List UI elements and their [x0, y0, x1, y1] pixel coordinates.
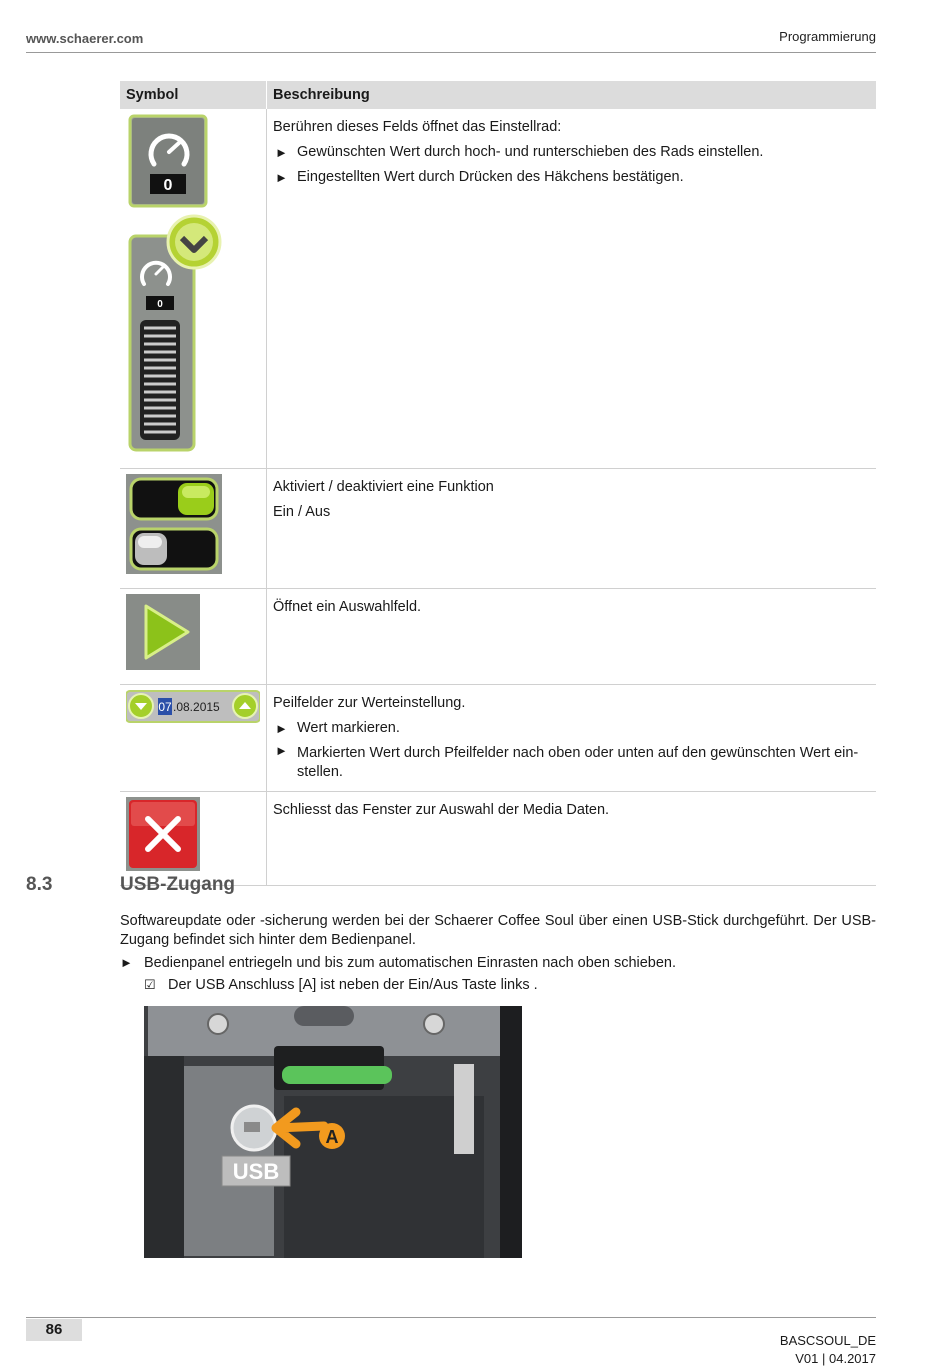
- description-text: Peilfelder zur Werteinstellung.: [273, 695, 466, 711]
- dial-value: 0: [163, 177, 173, 194]
- bullet-item: ► Gewünschten Wert durch hoch- und runterschieben des Rads einstellen.: [273, 140, 870, 165]
- dial-wheel-icon: [126, 114, 246, 454]
- description-cell: [267, 685, 877, 792]
- section-paragraph: Softwareupdate oder -sicherung werden bei der Schaerer Coffee Soul über einen USB-Stick durchgeführt. Der USB-Zugang befindet sich hinter dem Bedienpanel.: [120, 913, 876, 948]
- symbol-table: [120, 81, 876, 886]
- photo-label-usb: USB: [232, 1159, 280, 1184]
- symbol-cell: [120, 469, 267, 589]
- date-stepper-icon: [126, 690, 260, 724]
- bullet-item: ► Eingestellten Wert durch Drücken des Häkchens bestätigen.: [273, 165, 870, 190]
- footer-divider: [26, 1317, 876, 1318]
- footer-doc-info: [780, 1332, 876, 1368]
- page-number: 86: [26, 1319, 82, 1341]
- symbol-cell: [120, 685, 267, 792]
- table-row: [120, 469, 876, 589]
- wheel-value: 0: [157, 299, 163, 310]
- doc-version: V01 | 04.2017: [795, 1351, 876, 1366]
- section-number: 8.3: [26, 874, 53, 895]
- column-header-symbol: Symbol: [120, 81, 267, 109]
- description-text: Berühren dieses Felds öffnet das Einstellrad:: [273, 119, 562, 135]
- photo-label-a: A: [325, 1127, 339, 1147]
- header-divider: [26, 52, 876, 53]
- description-text: Schliesst das Fenster zur Auswahl der Media Daten.: [273, 802, 610, 818]
- doc-id: BASCSOUL_DE: [779, 1333, 876, 1348]
- date-day-selected: 07: [158, 700, 172, 714]
- symbol-cell: [120, 109, 267, 469]
- description-text: Aktiviert / deaktiviert eine Funktion: [273, 479, 494, 495]
- play-arrow-icon: [126, 594, 200, 670]
- table-row: [120, 589, 876, 685]
- table-row: [120, 685, 876, 792]
- description-text: Ein / Aus: [273, 504, 331, 520]
- step-text: Bedienpanel entriegeln und bis zum automatischen Einrasten nach oben schieben.: [144, 955, 677, 971]
- table-row: [120, 792, 876, 886]
- table-row: [120, 109, 876, 469]
- header-website: www.schaerer.com: [26, 31, 144, 46]
- description-cell: [267, 109, 877, 469]
- bullet-item: ► Markierten Wert durch Pfeilfelder nach oben oder unten auf den gewünschten Wert ein-stellen.: [273, 741, 870, 785]
- usb-location-photo: [144, 1006, 522, 1258]
- date-rest: .08.2015: [173, 700, 220, 714]
- result-line: [144, 977, 538, 993]
- bullet-item: ► Wert markieren.: [273, 716, 870, 741]
- result-text: Der USB Anschluss [A] ist neben der Ein/Aus Taste links .: [168, 977, 538, 993]
- description-cell: [267, 792, 877, 886]
- description-cell: [267, 589, 877, 685]
- table-header-row: [120, 81, 876, 109]
- column-header-description: Beschreibung: [267, 81, 877, 109]
- step-arrow-icon: ►: [120, 955, 133, 970]
- close-x-icon: [126, 797, 200, 871]
- instruction-step: [120, 955, 676, 971]
- toggle-switch-icon: [126, 474, 222, 574]
- symbol-cell: [120, 589, 267, 685]
- symbol-cell: [120, 792, 267, 886]
- header-section-title: Programmierung: [779, 29, 876, 44]
- section-title: USB-Zugang: [120, 874, 236, 895]
- checkbox-icon: ☑: [144, 977, 156, 992]
- description-text: Öffnet ein Auswahlfeld.: [273, 599, 422, 615]
- description-cell: [267, 469, 877, 589]
